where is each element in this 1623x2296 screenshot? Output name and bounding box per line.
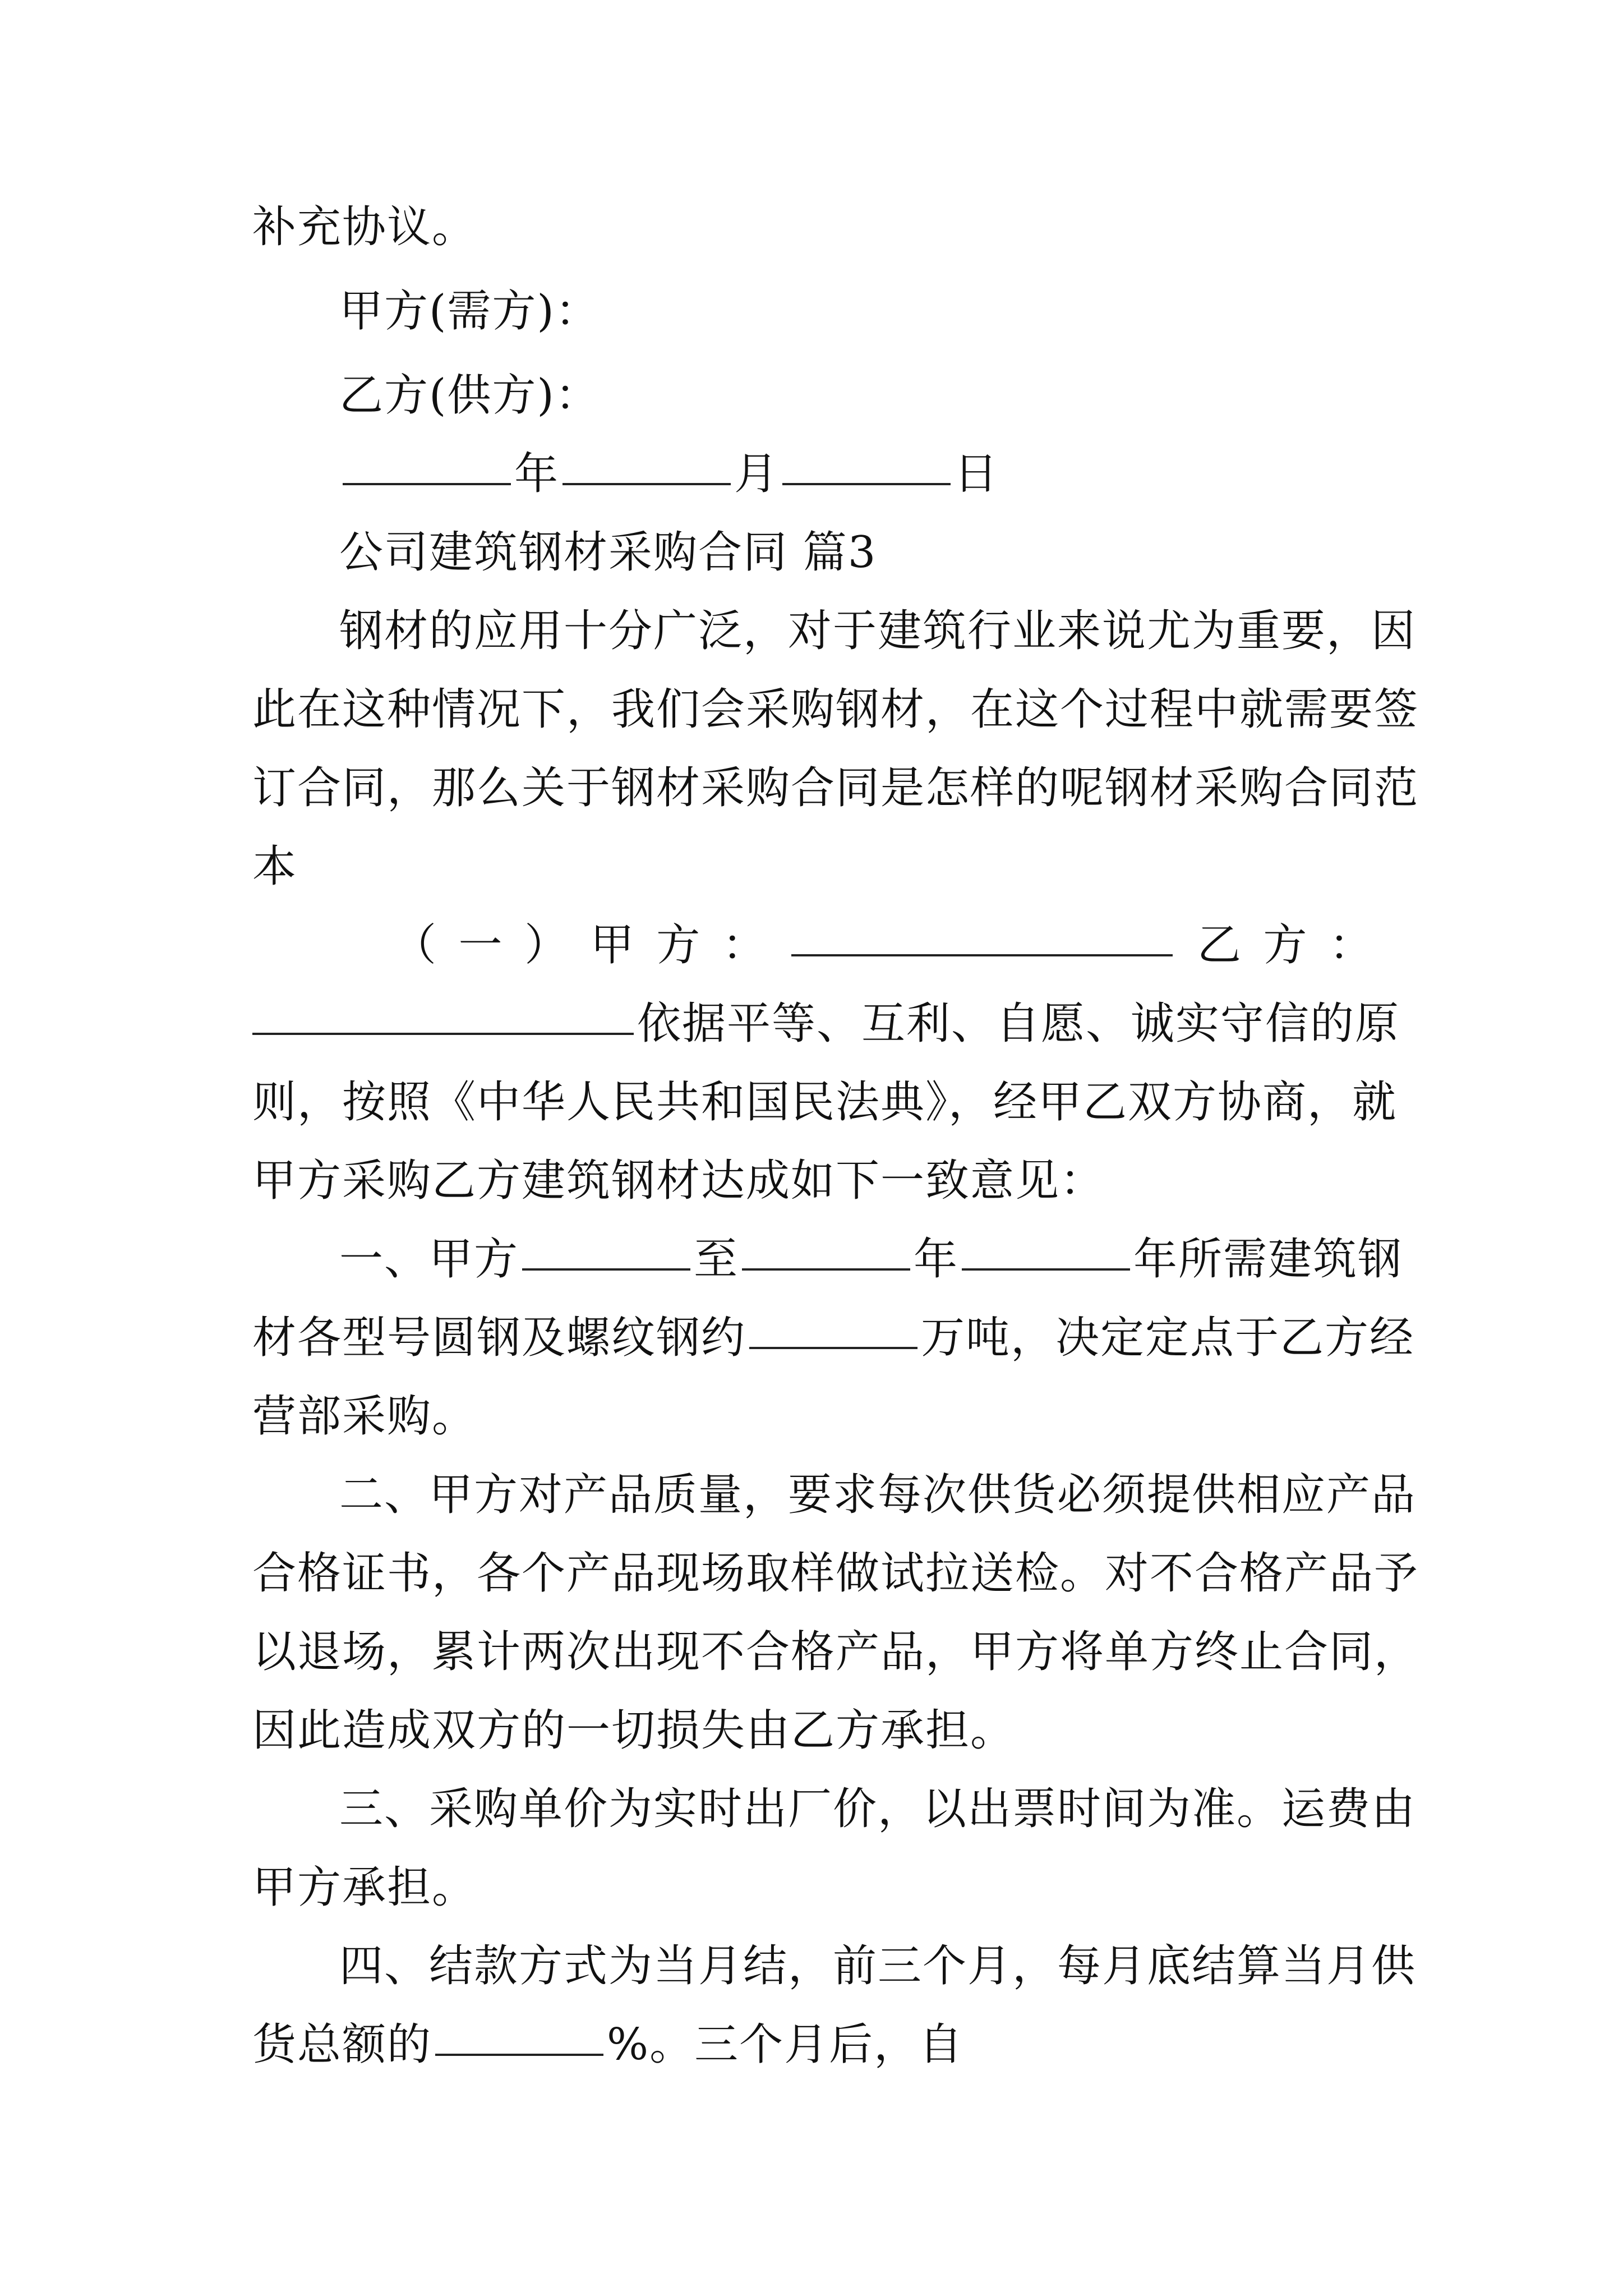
party-a-blank bbox=[791, 954, 1173, 956]
text-segment: 至 bbox=[694, 1234, 739, 1285]
text-segment: 年 bbox=[914, 1234, 959, 1285]
parties-line bbox=[393, 917, 1374, 973]
text-segment: 货总额的 bbox=[252, 2019, 432, 2070]
text-line: 补充协议。 bbox=[252, 202, 477, 252]
paragraph-line bbox=[252, 1310, 1415, 1366]
paragraph-line bbox=[252, 2017, 1402, 2073]
party-a-label: 甲方(需方)： bbox=[339, 286, 600, 337]
month-label: 月 bbox=[734, 449, 780, 499]
char: 一 bbox=[458, 920, 504, 970]
clause-4-line: 四、结款方式为当月结，前三个月，每月底结算当月供 bbox=[339, 1941, 1417, 1991]
clause-3-line: 三、采购单价为实时出厂价，以出票时间为准。运费由 bbox=[339, 1784, 1417, 1834]
char: 乙 bbox=[1197, 920, 1242, 970]
clause-1-line bbox=[339, 1231, 1489, 1287]
paragraph-line: 本 bbox=[252, 841, 298, 892]
end-blank bbox=[742, 1268, 910, 1271]
text-segment: 万吨，决定定点于乙方经 bbox=[921, 1313, 1415, 1363]
paragraph-line: 营部采购。 bbox=[252, 1391, 477, 1442]
char: ： bbox=[1329, 920, 1374, 970]
paragraph-line: 则，按照《中华人民共和国民法典》，经甲乙双方协商，就 bbox=[252, 1077, 1398, 1128]
char: 方 bbox=[1263, 920, 1308, 970]
paragraph-line: 合格证书，各个产品现场取样做试拉送检。对不合格产品予 bbox=[252, 1548, 1419, 1599]
text-segment: 一、甲方 bbox=[339, 1234, 519, 1285]
paragraph-line: 因此造成双方的一切损失由乙方承担。 bbox=[252, 1705, 1016, 1756]
date-line bbox=[339, 446, 1489, 502]
char: （ bbox=[393, 920, 438, 970]
text-segment: 年所需建筑钢 bbox=[1133, 1234, 1403, 1285]
quantity-blank bbox=[749, 1347, 917, 1349]
paragraph-line: 甲方采购乙方建筑钢材达成如下一致意见： bbox=[252, 1156, 1105, 1206]
party-b-blank bbox=[252, 1033, 634, 1035]
char: ： bbox=[722, 920, 767, 970]
year-blank bbox=[343, 483, 511, 485]
paragraph-line: 订合同，那么关于钢材采购合同是怎样的呢钢材采购合同范 bbox=[252, 763, 1419, 813]
char: ） bbox=[524, 920, 570, 970]
party-b-label: 乙方(供方)： bbox=[339, 370, 600, 421]
year-label: 年 bbox=[514, 449, 560, 499]
day-label: 日 bbox=[954, 449, 999, 499]
paragraph-line: 甲方承担。 bbox=[252, 1862, 477, 1913]
month-blank bbox=[562, 483, 731, 485]
text-segment: 依据平等、互利、自愿、诚实守信的原 bbox=[637, 999, 1400, 1049]
percent-blank bbox=[435, 2054, 603, 2056]
paragraph-line: 以退场，累计两次出现不合格产品，甲方将单方终止合同， bbox=[252, 1627, 1419, 1677]
char: 甲 bbox=[590, 920, 635, 970]
paragraph-line: 此在这种情况下，我们会采购钢材，在这个过程中就需要签 bbox=[252, 684, 1419, 735]
section-title: 公司建筑钢材采购合同 篇3 bbox=[339, 527, 877, 578]
start-blank bbox=[522, 1268, 690, 1271]
year-blank bbox=[962, 1268, 1130, 1271]
day-blank bbox=[782, 483, 951, 485]
paragraph-line: 钢材的应用十分广泛，对于建筑行业来说尤为重要，因 bbox=[339, 606, 1417, 656]
paragraph-line bbox=[252, 996, 1402, 1052]
clause-2-line: 二、甲方对产品质量，要求每次供货必须提供相应产品 bbox=[339, 1470, 1417, 1520]
text-segment: %。三个月后，自 bbox=[607, 2019, 964, 2070]
text-segment: 材各型号圆钢及螺纹钢约 bbox=[252, 1313, 746, 1363]
char: 方 bbox=[656, 920, 702, 970]
